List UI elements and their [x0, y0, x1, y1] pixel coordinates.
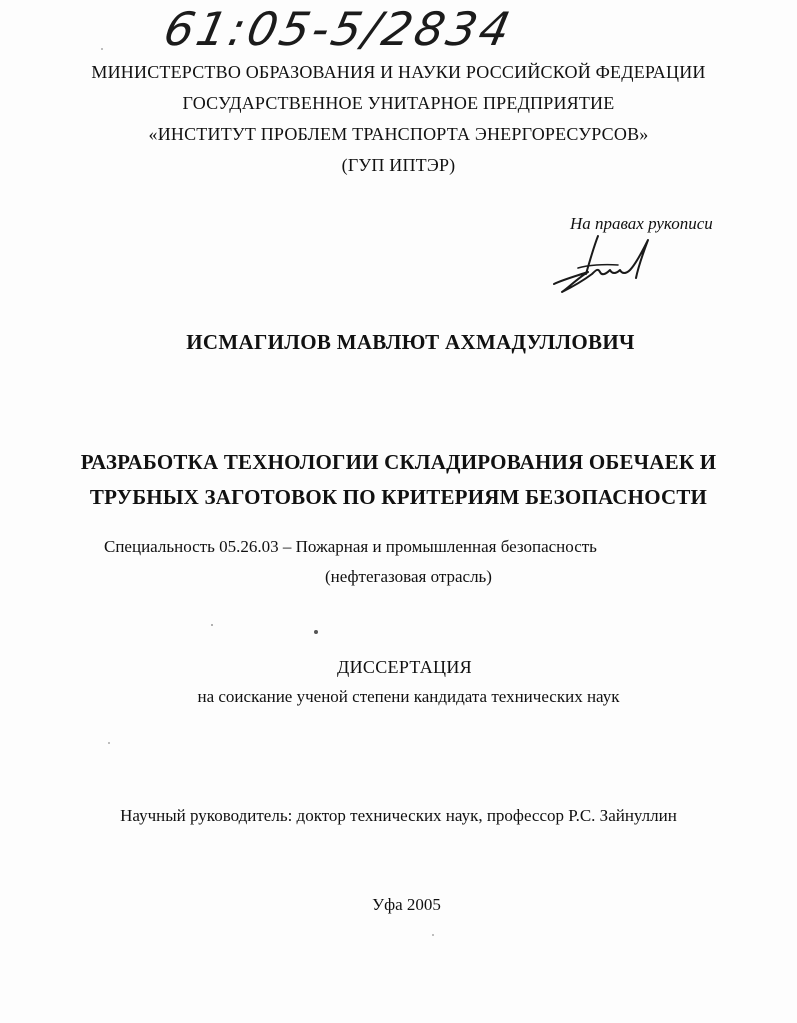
place-year: Уфа 2005 — [372, 895, 441, 914]
institute-abbreviation: (ГУП ИПТЭР) — [341, 155, 456, 175]
scan-speck — [108, 742, 110, 744]
scan-speck — [432, 934, 434, 936]
author-name: ИСМАГИЛОВ МАВЛЮТ АХМАДУЛЛОВИЧ — [186, 330, 635, 354]
dissertation-title-line-1: РАЗРАБОТКА ТЕХНОЛОГИИ СКЛАДИРОВАНИЯ ОБЕЧАЕК И — [80, 450, 717, 474]
degree-purpose: на соискание ученой степени кандидата технических наук — [197, 687, 620, 706]
document-type-label: ДИССЕРТАЦИЯ — [337, 657, 472, 677]
scan-speck — [314, 630, 318, 634]
specialty-branch: (нефтегазовая отрасль) — [325, 567, 492, 586]
ministry-line: МИНИСТЕРСТВО ОБРАЗОВАНИЯ И НАУКИ РОССИЙСКОЙ ФЕДЕРАЦИИ — [91, 62, 706, 82]
dissertation-title-line-2: ТРУБНЫХ ЗАГОТОВОК ПО КРИТЕРИЯМ БЕЗОПАСНОСТИ — [89, 485, 708, 509]
scan-speck — [211, 624, 213, 626]
scan-speck — [101, 48, 103, 50]
rights-note: На правах рукописи — [570, 214, 713, 233]
enterprise-type-line: ГОСУДАРСТВЕННОЕ УНИТАРНОЕ ПРЕДПРИЯТИЕ — [182, 93, 615, 113]
archive-code-handwritten: 61:05-5/2834 — [159, 2, 518, 56]
institute-line: «ИНСТИТУТ ПРОБЛЕМ ТРАНСПОРТА ЭНЕРГОРЕСУРСОВ» — [148, 124, 649, 144]
signature-icon — [548, 232, 658, 298]
supervisor-line: Научный руководитель: доктор технических наук, профессор Р.С. Зайнуллин — [120, 806, 677, 825]
specialty-line: Специальность 05.26.03 – Пожарная и промышленная безопасность — [104, 537, 597, 556]
